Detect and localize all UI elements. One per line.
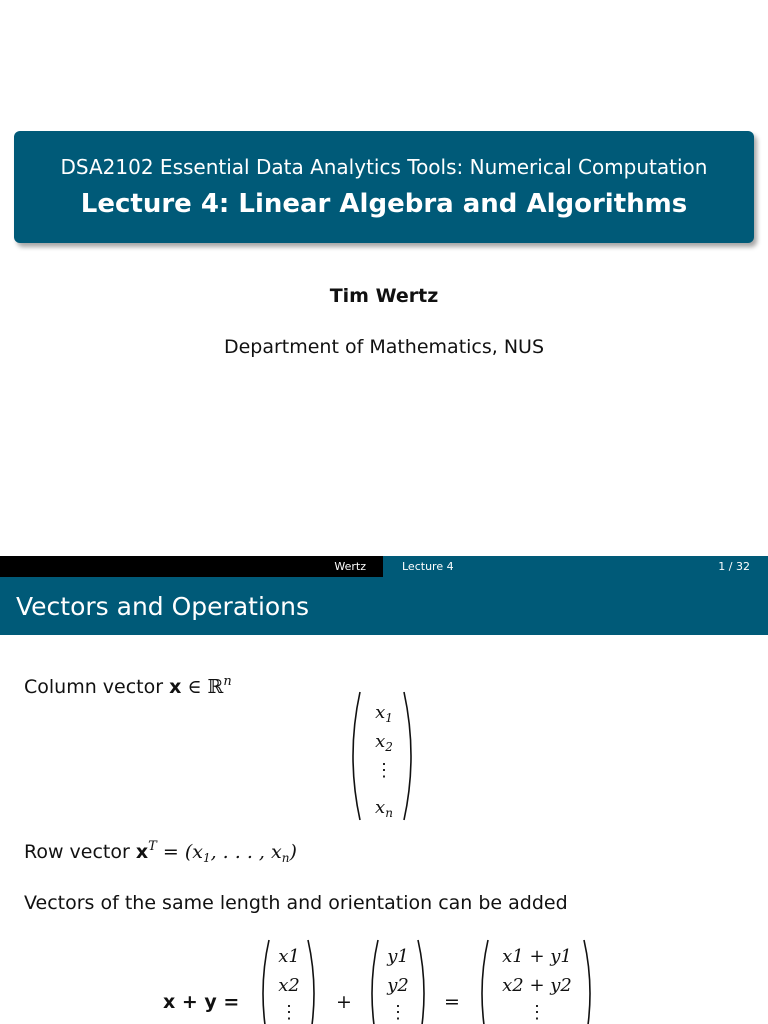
y-right-paren — [416, 938, 432, 1024]
row-vector-line: Row vector $x^T = (x_1$, . . . , $x_n$) — [24, 839, 297, 865]
column-vector-text: Column vector — [24, 676, 164, 698]
sum-entry-2: x2 + y2 — [502, 975, 572, 996]
column-entry-1: $x_1$ — [375, 702, 393, 725]
column-vector-symbol: x — [169, 676, 182, 698]
addition-sentence: Vectors of the same length and orientation can be added — [24, 892, 568, 914]
author-name: Tim Wertz — [329, 285, 439, 307]
right-paren — [402, 690, 420, 822]
sum-entry-dots: ⋮ — [528, 1002, 546, 1023]
x-entry-1: x1 — [278, 946, 300, 967]
y-left-paren — [364, 938, 380, 1024]
column-entry-n: $x_n$ — [375, 797, 393, 820]
footer-lecture-section — [383, 556, 768, 577]
left-paren — [344, 690, 362, 822]
column-entry-dots: ⋮ — [375, 760, 393, 781]
footer-page-number: 1 / 32 — [718, 560, 750, 573]
column-vector-exponent: n — [223, 674, 232, 689]
sum-left-paren — [474, 938, 490, 1024]
sum-entry-1: x1 + y1 — [502, 946, 572, 967]
equals-sign: = — [444, 991, 460, 1013]
sum-right-paren — [582, 938, 598, 1024]
frame-title-bar — [0, 577, 768, 635]
plus-sign: + — [336, 991, 352, 1013]
x-left-paren — [255, 938, 271, 1024]
course-title: DSA2102 Essential Data Analytics Tools: Numerical Computation — [60, 155, 708, 179]
footer-author: Wertz — [334, 560, 366, 573]
lecture-title: Lecture 4: Linear Algebra and Algorithms — [80, 189, 688, 219]
row-vector-text: Row vector — [24, 841, 130, 863]
row-vector-symbol: x — [135, 841, 149, 863]
sum-lhs: x + y = — [163, 991, 240, 1013]
row-vector-mid: , . . . , x — [210, 841, 282, 863]
column-vector-line — [24, 674, 232, 698]
title-block — [14, 131, 754, 243]
column-entry-2: $x_2$ — [375, 731, 393, 754]
footer-lecture: Lecture 4 — [402, 560, 454, 573]
y-entry-dots: ⋮ — [389, 1002, 407, 1023]
row-vector-eq: = (x — [162, 841, 203, 863]
footer-author-section — [0, 556, 383, 577]
y-entry-1: y1 — [387, 946, 409, 967]
x-entry-2: x2 — [278, 975, 300, 996]
x-right-paren — [306, 938, 322, 1024]
row-vector-end: ) — [289, 841, 297, 863]
frame-title: Vectors and Operations — [16, 592, 310, 621]
row-vector-exponent: T — [148, 839, 157, 854]
institute-name: Department of Mathematics, NUS — [223, 336, 545, 358]
y-entry-2: y2 — [387, 975, 409, 996]
column-vector-set: ∈ ℝ — [187, 676, 224, 698]
slide-footer — [0, 556, 768, 577]
x-entry-dots: ⋮ — [280, 1002, 298, 1023]
